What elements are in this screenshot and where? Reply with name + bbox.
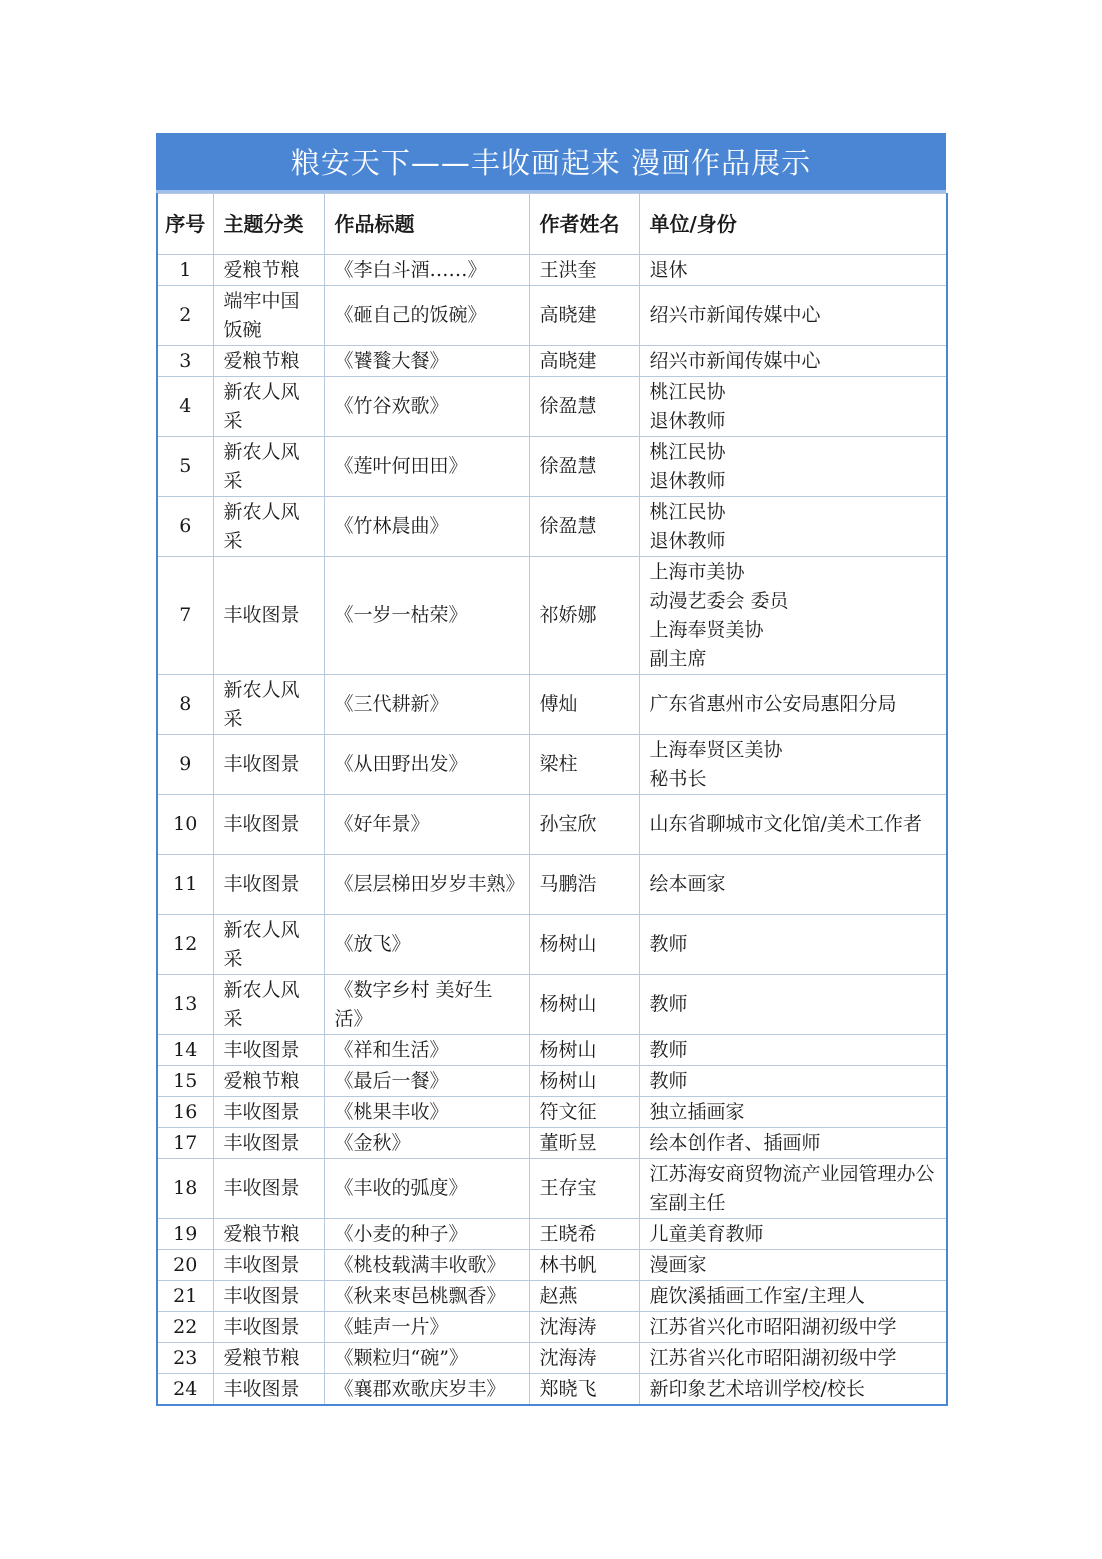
- unit-line: 桃江民协: [649, 380, 726, 403]
- exhibition-table-sheet: [156, 133, 946, 1406]
- row-index: 9: [157, 735, 213, 795]
- row-unit: 绘本创作者、插画师: [639, 1128, 947, 1159]
- table-row: [157, 1097, 947, 1128]
- row-author: 高晓建: [529, 346, 639, 377]
- table-row: [157, 255, 947, 286]
- row-unit: [639, 735, 947, 795]
- row-unit: 广东省惠州市公安局惠阳分局: [639, 675, 947, 735]
- row-index: 22: [157, 1312, 213, 1343]
- row-category: 丰收图景: [213, 1250, 324, 1281]
- table-row: [157, 1219, 947, 1250]
- row-index: 6: [157, 497, 213, 557]
- table-row: [157, 1128, 947, 1159]
- row-category: 新农人风采: [213, 497, 324, 557]
- row-category: 丰收图景: [213, 1097, 324, 1128]
- row-work-title: 《砸自己的饭碗》: [324, 286, 529, 346]
- row-work-title: 《饕餮大餐》: [324, 346, 529, 377]
- row-index: 4: [157, 377, 213, 437]
- row-work-title: 《一岁一枯荣》: [324, 557, 529, 675]
- unit-line: 上海奉贤区美协: [649, 738, 783, 761]
- row-category: 爱粮节粮: [213, 1219, 324, 1250]
- row-index: 5: [157, 437, 213, 497]
- unit-line: 上海市美协: [649, 560, 745, 583]
- row-author: 徐盈慧: [529, 377, 639, 437]
- row-work-title: 《数字乡村 美好生活》: [324, 975, 529, 1035]
- unit-line: 退休教师: [649, 409, 726, 432]
- row-unit: 江苏海安商贸物流产业园管理办公室副主任: [639, 1159, 947, 1219]
- row-author: 杨树山: [529, 915, 639, 975]
- row-author: 郑晓飞: [529, 1374, 639, 1406]
- row-author: 王洪奎: [529, 255, 639, 286]
- row-work-title: 《放飞》: [324, 915, 529, 975]
- row-category: 丰收图景: [213, 1128, 324, 1159]
- table-row: [157, 1312, 947, 1343]
- row-category: 丰收图景: [213, 735, 324, 795]
- row-index: 1: [157, 255, 213, 286]
- row-category: 新农人风采: [213, 437, 324, 497]
- row-index: 20: [157, 1250, 213, 1281]
- row-work-title: 《金秋》: [324, 1128, 529, 1159]
- row-unit: 独立插画家: [639, 1097, 947, 1128]
- row-category: 新农人风采: [213, 675, 324, 735]
- row-index: 2: [157, 286, 213, 346]
- row-category: 丰收图景: [213, 557, 324, 675]
- row-category: 端牢中国饭碗: [213, 286, 324, 346]
- row-unit: 鹿饮溪插画工作室/主理人: [639, 1281, 947, 1312]
- header-unit: 单位/身份: [639, 194, 947, 255]
- row-index: 13: [157, 975, 213, 1035]
- table-row: [157, 795, 947, 855]
- row-work-title: 《从田野出发》: [324, 735, 529, 795]
- row-work-title: 《襄郡欢歌庆岁丰》: [324, 1374, 529, 1406]
- table-row: [157, 497, 947, 557]
- table-row: [157, 557, 947, 675]
- header-index: 序号: [157, 194, 213, 255]
- row-category: 丰收图景: [213, 1374, 324, 1406]
- row-work-title: 《祥和生活》: [324, 1035, 529, 1066]
- row-author: 赵燕: [529, 1281, 639, 1312]
- row-work-title: 《桃枝载满丰收歌》: [324, 1250, 529, 1281]
- row-index: 10: [157, 795, 213, 855]
- row-unit: 儿童美育教师: [639, 1219, 947, 1250]
- row-unit: 绍兴市新闻传媒中心: [639, 286, 947, 346]
- row-unit: 绘本画家: [639, 855, 947, 915]
- row-work-title: 《莲叶何田田》: [324, 437, 529, 497]
- row-author: 符文征: [529, 1097, 639, 1128]
- row-category: 丰收图景: [213, 1281, 324, 1312]
- row-category: 丰收图景: [213, 1159, 324, 1219]
- row-author: 孙宝欣: [529, 795, 639, 855]
- row-work-title: 《竹谷欢歌》: [324, 377, 529, 437]
- row-work-title: 《丰收的弧度》: [324, 1159, 529, 1219]
- table-row: [157, 915, 947, 975]
- row-unit: 教师: [639, 975, 947, 1035]
- row-author: 沈海涛: [529, 1343, 639, 1374]
- row-author: 杨树山: [529, 1035, 639, 1066]
- row-index: 17: [157, 1128, 213, 1159]
- table-body: [157, 255, 947, 1406]
- unit-line: 桃江民协: [649, 440, 726, 463]
- row-work-title: 《好年景》: [324, 795, 529, 855]
- row-index: 3: [157, 346, 213, 377]
- table-row: [157, 1281, 947, 1312]
- row-work-title: 《秋来枣邑桃飘香》: [324, 1281, 529, 1312]
- row-work-title: 《小麦的种子》: [324, 1219, 529, 1250]
- works-table: [156, 193, 948, 1406]
- row-work-title: 《蛙声一片》: [324, 1312, 529, 1343]
- row-index: 18: [157, 1159, 213, 1219]
- table-row: [157, 975, 947, 1035]
- row-unit: [639, 437, 947, 497]
- row-index: 16: [157, 1097, 213, 1128]
- row-index: 8: [157, 675, 213, 735]
- row-work-title: 《颗粒归“碗”》: [324, 1343, 529, 1374]
- table-row: [157, 1374, 947, 1406]
- table-row: [157, 1250, 947, 1281]
- table-row: [157, 675, 947, 735]
- table-row: [157, 1159, 947, 1219]
- unit-line: 上海奉贤美协: [649, 618, 764, 641]
- row-index: 14: [157, 1035, 213, 1066]
- row-author: 王存宝: [529, 1159, 639, 1219]
- row-author: 林书帆: [529, 1250, 639, 1281]
- row-author: 傅灿: [529, 675, 639, 735]
- unit-line: 退休教师: [649, 529, 726, 552]
- table-row: [157, 1035, 947, 1066]
- row-category: 新农人风采: [213, 915, 324, 975]
- row-unit: 绍兴市新闻传媒中心: [639, 346, 947, 377]
- row-author: 杨树山: [529, 975, 639, 1035]
- row-work-title: 《三代耕新》: [324, 675, 529, 735]
- row-index: 11: [157, 855, 213, 915]
- row-category: 丰收图景: [213, 795, 324, 855]
- row-author: 王晓希: [529, 1219, 639, 1250]
- unit-line: 秘书长: [649, 767, 707, 790]
- row-index: 15: [157, 1066, 213, 1097]
- row-work-title: 《最后一餐》: [324, 1066, 529, 1097]
- row-unit: 漫画家: [639, 1250, 947, 1281]
- table-row: [157, 286, 947, 346]
- row-index: 21: [157, 1281, 213, 1312]
- row-unit: 教师: [639, 915, 947, 975]
- unit-line: 动漫艺委会 委员: [649, 589, 789, 612]
- row-author: 马鹏浩: [529, 855, 639, 915]
- table-row: [157, 735, 947, 795]
- row-unit: [639, 497, 947, 557]
- header-row: [157, 194, 947, 255]
- table-row: [157, 855, 947, 915]
- row-index: 24: [157, 1374, 213, 1406]
- row-unit: [639, 557, 947, 675]
- row-index: 19: [157, 1219, 213, 1250]
- row-author: 高晓建: [529, 286, 639, 346]
- row-unit: 教师: [639, 1066, 947, 1097]
- table-row: [157, 346, 947, 377]
- row-category: 爱粮节粮: [213, 1066, 324, 1097]
- row-unit: 退休: [639, 255, 947, 286]
- row-index: 12: [157, 915, 213, 975]
- row-author: 徐盈慧: [529, 497, 639, 557]
- row-category: 丰收图景: [213, 1312, 324, 1343]
- row-work-title: 《竹林晨曲》: [324, 497, 529, 557]
- table-row: [157, 377, 947, 437]
- row-unit: 江苏省兴化市昭阳湖初级中学: [639, 1343, 947, 1374]
- row-author: 杨树山: [529, 1066, 639, 1097]
- row-index: 7: [157, 557, 213, 675]
- row-work-title: 《层层梯田岁岁丰熟》: [324, 855, 529, 915]
- row-work-title: 《李白斗酒……》: [324, 255, 529, 286]
- header-category: 主题分类: [213, 194, 324, 255]
- row-category: 爱粮节粮: [213, 255, 324, 286]
- unit-line: 退休教师: [649, 469, 726, 492]
- unit-line: 副主席: [649, 647, 707, 670]
- table-title: 粮安天下——丰收画起来 漫画作品展示: [156, 133, 946, 193]
- row-unit: 新印象艺术培训学校/校长: [639, 1374, 947, 1406]
- row-category: 新农人风采: [213, 377, 324, 437]
- row-unit: 山东省聊城市文化馆/美术工作者: [639, 795, 947, 855]
- table-row: [157, 1343, 947, 1374]
- row-author: 沈海涛: [529, 1312, 639, 1343]
- row-author: 祁娇娜: [529, 557, 639, 675]
- row-category: 爱粮节粮: [213, 346, 324, 377]
- row-work-title: 《桃果丰收》: [324, 1097, 529, 1128]
- row-category: 丰收图景: [213, 1035, 324, 1066]
- header-work-title: 作品标题: [324, 194, 529, 255]
- row-author: 梁柱: [529, 735, 639, 795]
- row-author: 董昕昱: [529, 1128, 639, 1159]
- table-row: [157, 437, 947, 497]
- row-category: 新农人风采: [213, 975, 324, 1035]
- row-category: 爱粮节粮: [213, 1343, 324, 1374]
- row-unit: [639, 377, 947, 437]
- unit-line: 桃江民协: [649, 500, 726, 523]
- row-index: 23: [157, 1343, 213, 1374]
- header-author: 作者姓名: [529, 194, 639, 255]
- row-unit: 江苏省兴化市昭阳湖初级中学: [639, 1312, 947, 1343]
- row-category: 丰收图景: [213, 855, 324, 915]
- row-unit: 教师: [639, 1035, 947, 1066]
- row-author: 徐盈慧: [529, 437, 639, 497]
- table-row: [157, 1066, 947, 1097]
